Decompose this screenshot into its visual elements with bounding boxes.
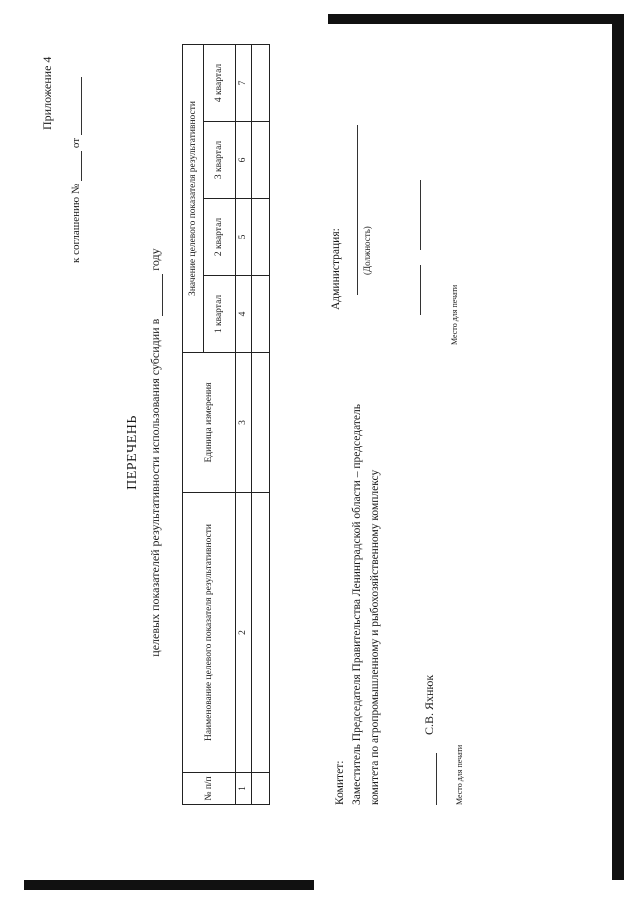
column-number: 5 (236, 199, 252, 276)
table-row (252, 44, 270, 804)
header-name: Наименование целевого показателя результативности (183, 493, 236, 773)
agreement-line (70, 77, 82, 263)
annex-label: Приложение 4 (40, 56, 54, 130)
year-blank (152, 274, 163, 316)
administration-name-line (420, 180, 421, 250)
committee-signer-name: С.В. Яхнюк (422, 674, 436, 735)
administration-position-line (357, 125, 358, 295)
administration-label: Администрация: (330, 228, 342, 310)
indicators-table (182, 44, 270, 805)
administration-seal-place: Место для печати (450, 284, 459, 345)
committee-position: Заместитель Председателя Правительства Ленинградской области – председатель комитета по агропромышленному и рыбохозяйственному комплексу (351, 403, 381, 805)
table-cell (252, 773, 270, 805)
committee-block (332, 375, 384, 805)
administration-position-hint: (Должность) (362, 226, 372, 275)
table-cell (252, 276, 270, 353)
header-unit: Единица измерения (183, 353, 236, 493)
agreement-date-blank (71, 77, 82, 135)
table-cell (252, 353, 270, 493)
committee-signature-line (436, 753, 437, 805)
column-number: 3 (236, 353, 252, 493)
document-subtitle (148, 0, 163, 905)
header-values-group: Значение целевого показателя результативности (183, 44, 204, 352)
agreement-number-blank (71, 151, 82, 181)
agreement-date-prefix: от (70, 137, 82, 149)
table-cell (252, 199, 270, 276)
column-number: 7 (236, 44, 252, 121)
header-quarter-1: 1 квартал (204, 276, 236, 353)
subtitle-suffix: году (148, 248, 162, 271)
column-number: 1 (236, 773, 252, 805)
header-quarter-2: 2 квартал (204, 199, 236, 276)
table-cell (252, 44, 270, 121)
header-quarter-3: 3 квартал (204, 122, 236, 199)
column-numbers-row (236, 44, 252, 804)
header-num: № п/п (183, 773, 236, 805)
table-cell (252, 122, 270, 199)
subtitle-text: целевых показателей результативности использования субсидии в (148, 318, 162, 657)
agreement-prefix: к соглашению № (70, 183, 82, 263)
column-number: 6 (236, 122, 252, 199)
document-title: ПЕРЕЧЕНЬ (125, 415, 140, 490)
table-cell (252, 493, 270, 773)
column-number: 2 (236, 493, 252, 773)
header-quarter-4: 4 квартал (204, 44, 236, 121)
committee-label: Комитет: (334, 760, 346, 805)
column-number: 4 (236, 276, 252, 353)
administration-signature-line (420, 265, 421, 315)
committee-seal-place: Место для печати (455, 744, 464, 805)
